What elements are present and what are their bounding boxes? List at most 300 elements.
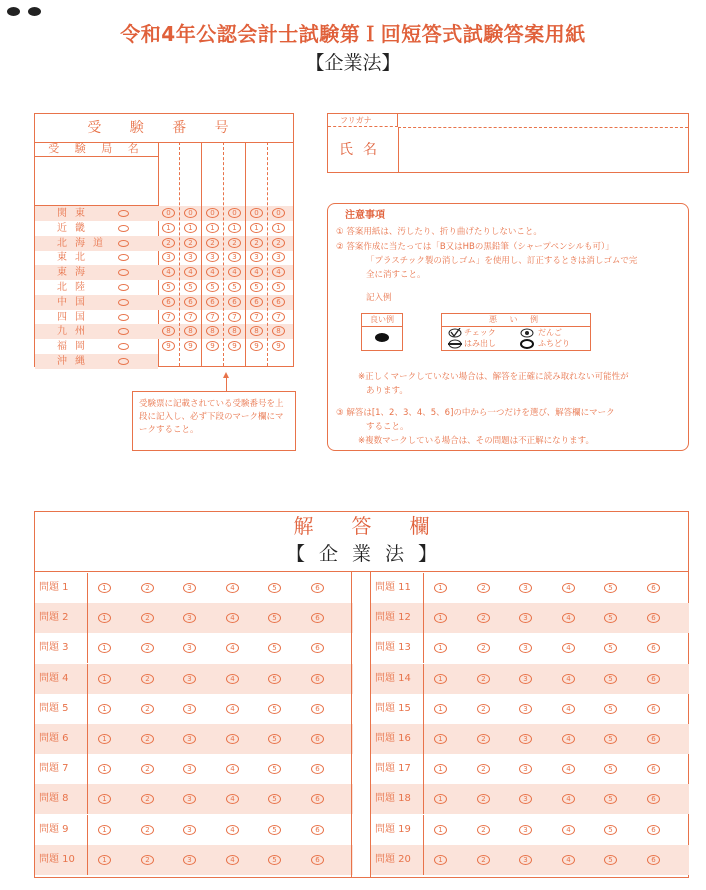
answer-choice-bubble[interactable]: 3 <box>519 704 532 714</box>
answer-choice-bubble[interactable]: 5 <box>268 643 281 653</box>
digit-mark-bubble[interactable]: 7 <box>162 312 175 322</box>
digit-mark-bubble[interactable]: 3 <box>228 252 241 262</box>
bureau-mark-icon[interactable] <box>118 358 129 365</box>
digit-mark-bubble[interactable]: 8 <box>272 326 285 336</box>
digit-mark-bubble[interactable]: 9 <box>184 341 197 351</box>
column-divider <box>351 572 352 877</box>
notes-panel <box>327 203 689 451</box>
answer-choice-bubble[interactable]: 6 <box>647 825 660 835</box>
answer-choice-bubble[interactable]: 5 <box>268 674 281 684</box>
question-row <box>371 573 689 603</box>
answer-choice-bubble[interactable]: 3 <box>183 734 196 744</box>
answer-choice-bubble[interactable]: 3 <box>519 583 532 593</box>
answer-choice-bubble[interactable]: 5 <box>604 643 617 653</box>
answer-choice-bubble[interactable]: 6 <box>311 674 324 684</box>
answer-divider <box>35 571 688 572</box>
bureau-header: 受 験 局 名 <box>35 142 158 157</box>
answer-choice-bubble[interactable]: 5 <box>268 825 281 835</box>
answer-choice-bubble[interactable]: 5 <box>268 704 281 714</box>
answer-choice-bubble[interactable]: 5 <box>604 613 617 623</box>
callout-pointer <box>226 376 227 391</box>
digit-mark-bubble[interactable]: 6 <box>272 297 285 307</box>
digit-mark-bubble[interactable]: 6 <box>250 297 263 307</box>
answer-choice-bubble[interactable]: 1 <box>434 613 447 623</box>
name-label: 氏名 <box>328 128 399 172</box>
question-row <box>371 603 689 633</box>
digit-mark-bubble[interactable]: 3 <box>184 252 197 262</box>
digit-mark-bubble[interactable]: 0 <box>272 208 285 218</box>
answer-choice-bubble[interactable]: 1 <box>98 764 111 774</box>
digit-mark-bubble[interactable]: 9 <box>162 341 175 351</box>
digit-column-divider <box>267 142 268 366</box>
answer-choice-bubble[interactable]: 2 <box>477 583 490 593</box>
column-divider <box>370 572 371 877</box>
question-row <box>35 603 353 633</box>
answer-choice-bubble[interactable]: 1 <box>98 674 111 684</box>
answer-choice-bubble[interactable]: 6 <box>647 764 660 774</box>
notes-title: 注意事項 <box>345 210 385 221</box>
digit-column-divider <box>223 142 224 366</box>
question-divider <box>423 603 424 633</box>
answer-choice-bubble[interactable]: 3 <box>183 643 196 653</box>
question-row <box>35 633 353 663</box>
digit-mark-bubble[interactable]: 0 <box>228 208 241 218</box>
answer-choice-bubble[interactable]: 1 <box>98 704 111 714</box>
answer-choice-bubble[interactable]: 6 <box>647 794 660 804</box>
digit-mark-bubble[interactable]: 9 <box>250 341 263 351</box>
answer-choice-bubble[interactable]: 6 <box>647 613 660 623</box>
answer-choice-bubble[interactable]: 4 <box>226 794 239 804</box>
name-box <box>327 113 689 173</box>
bad-example-label: 悪 い 例 <box>442 314 590 327</box>
answer-choice-bubble[interactable]: 3 <box>183 764 196 774</box>
answer-choice-bubble[interactable]: 6 <box>647 704 660 714</box>
answer-choice-bubble[interactable]: 2 <box>141 855 154 865</box>
answer-choice-bubble[interactable]: 3 <box>183 825 196 835</box>
note-item-2c: 全に消すこと。 <box>366 270 426 280</box>
bureau-option[interactable] <box>35 324 158 339</box>
answer-choice-bubble[interactable]: 6 <box>311 613 324 623</box>
answer-choice-bubble[interactable]: 5 <box>604 674 617 684</box>
answer-choice-bubble[interactable]: 1 <box>98 734 111 744</box>
question-divider <box>423 694 424 724</box>
answer-choice-bubble[interactable]: 2 <box>141 825 154 835</box>
answer-choice-bubble[interactable]: 5 <box>268 794 281 804</box>
digit-mark-bubble[interactable]: 4 <box>228 267 241 277</box>
answer-choice-bubble[interactable]: 1 <box>98 643 111 653</box>
digit-mark-bubble[interactable]: 6 <box>184 297 197 307</box>
answer-choice-bubble[interactable]: 3 <box>519 674 532 684</box>
answer-choice-bubble[interactable]: 3 <box>183 613 196 623</box>
digit-mark-bubble[interactable]: 3 <box>162 252 175 262</box>
answer-choice-bubble[interactable]: 5 <box>604 825 617 835</box>
answer-choice-bubble[interactable]: 6 <box>311 855 324 865</box>
question-divider <box>423 724 424 754</box>
answer-choice-bubble[interactable]: 4 <box>226 825 239 835</box>
answer-choice-bubble[interactable]: 4 <box>562 825 575 835</box>
answer-choice-bubble[interactable]: 5 <box>268 855 281 865</box>
answer-choice-bubble[interactable]: 6 <box>647 643 660 653</box>
question-label: 問題 13 <box>375 642 411 654</box>
digit-mark-bubble[interactable]: 6 <box>228 297 241 307</box>
outline-mark-icon <box>520 339 534 349</box>
bureau-write-field[interactable] <box>35 157 158 206</box>
bureau-name: 北海道 <box>57 237 111 249</box>
bureau-name: 東海 <box>57 267 93 279</box>
answer-choice-bubble[interactable]: 3 <box>519 613 532 623</box>
bureau-option[interactable] <box>35 295 158 310</box>
bureau-mark-icon[interactable] <box>118 328 129 335</box>
question-divider <box>87 724 88 754</box>
question-row <box>371 694 689 724</box>
digit-mark-bubble[interactable]: 7 <box>250 312 263 322</box>
answer-choice-bubble[interactable]: 5 <box>604 583 617 593</box>
digit-mark-bubble[interactable]: 2 <box>184 238 197 248</box>
answer-choice-bubble[interactable]: 4 <box>226 764 239 774</box>
answer-choice-bubble[interactable]: 3 <box>519 855 532 865</box>
digit-mark-bubble[interactable]: 3 <box>250 252 263 262</box>
exam-number-instruction: 受験票に記載されている受験番号を上段に記入し、必ず下段のマーク欄にマークすること。 <box>132 391 296 451</box>
digit-mark-bubble[interactable]: 2 <box>250 238 263 248</box>
bureau-mark-icon[interactable] <box>118 343 129 350</box>
question-label: 問題 12 <box>375 612 411 624</box>
digit-mark-bubble[interactable]: 8 <box>162 326 175 336</box>
answer-choice-bubble[interactable]: 4 <box>226 704 239 714</box>
question-row <box>371 754 689 784</box>
bureau-option[interactable] <box>35 354 158 369</box>
question-row <box>371 815 689 845</box>
answer-choice-bubble[interactable]: 4 <box>562 764 575 774</box>
digit-column-divider <box>201 142 202 366</box>
bad-example-box <box>441 313 591 351</box>
question-label: 問題 11 <box>375 582 411 593</box>
answer-choice-bubble[interactable]: 1 <box>434 855 447 865</box>
bureau-mark-icon[interactable] <box>118 254 129 261</box>
digit-mark-bubble[interactable]: 7 <box>184 312 197 322</box>
answer-choice-bubble[interactable]: 2 <box>477 734 490 744</box>
question-label: 問題 2 <box>39 612 69 624</box>
bureau-name: 四国 <box>57 311 93 323</box>
question-divider <box>423 754 424 784</box>
digit-mark-bubble[interactable]: 1 <box>228 223 241 233</box>
answer-choice-bubble[interactable]: 2 <box>141 613 154 623</box>
answer-choice-bubble[interactable]: 4 <box>226 734 239 744</box>
sheet-subject: 【企業法】 <box>305 52 401 74</box>
digit-mark-bubble[interactable]: 1 <box>272 223 285 233</box>
answer-choice-bubble[interactable]: 6 <box>311 794 324 804</box>
answer-choice-bubble[interactable]: 4 <box>562 583 575 593</box>
answer-choice-bubble[interactable]: 5 <box>604 764 617 774</box>
digit-mark-bubble[interactable]: 1 <box>184 223 197 233</box>
question-label: 問題 6 <box>39 733 69 744</box>
bureau-name: 福岡 <box>57 341 93 353</box>
digit-mark-bubble[interactable]: 1 <box>250 223 263 233</box>
digit-mark-bubble[interactable]: 4 <box>206 267 219 277</box>
answer-choice-bubble[interactable]: 6 <box>647 855 660 865</box>
bureau-option[interactable] <box>35 280 158 295</box>
digit-mark-bubble[interactable]: 0 <box>206 208 219 218</box>
answer-choice-bubble[interactable]: 4 <box>562 734 575 744</box>
digit-mark-bubble[interactable]: 4 <box>184 267 197 277</box>
bureau-option[interactable] <box>35 265 158 280</box>
answer-choice-bubble[interactable]: 2 <box>477 643 490 653</box>
answer-choice-bubble[interactable]: 3 <box>519 794 532 804</box>
answer-choice-bubble[interactable]: 5 <box>268 764 281 774</box>
good-example-box <box>361 313 403 351</box>
bureau-name: 九州 <box>57 326 93 338</box>
answer-choice-bubble[interactable]: 1 <box>98 825 111 835</box>
answer-choice-bubble[interactable]: 2 <box>141 704 154 714</box>
digit-mark-bubble[interactable]: 5 <box>272 282 285 292</box>
sheet-title: 令和4年公認会計士試験第Ｉ回短答式試験答案用紙 <box>120 22 586 46</box>
answer-choice-bubble[interactable]: 2 <box>477 613 490 623</box>
digit-mark-bubble[interactable]: 0 <box>162 208 175 218</box>
question-divider <box>423 815 424 845</box>
digit-mark-bubble[interactable]: 3 <box>272 252 285 262</box>
answer-choice-bubble[interactable]: 4 <box>562 613 575 623</box>
bureau-option[interactable] <box>35 206 158 221</box>
answer-choice-bubble[interactable]: 2 <box>477 855 490 865</box>
question-label: 問題 15 <box>375 702 411 714</box>
answer-choice-bubble[interactable]: 6 <box>311 764 324 774</box>
digit-mark-bubble[interactable]: 8 <box>184 326 197 336</box>
answer-choice-bubble[interactable]: 2 <box>141 583 154 593</box>
answer-choice-bubble[interactable]: 6 <box>647 734 660 744</box>
digit-column-divider <box>179 142 180 366</box>
question-divider <box>87 845 88 875</box>
answer-choice-bubble[interactable]: 5 <box>604 734 617 744</box>
overflow-mark-icon <box>448 339 462 349</box>
answer-choice-bubble[interactable]: 4 <box>226 855 239 865</box>
digit-mark-bubble[interactable]: 7 <box>272 312 285 322</box>
example-label: 記入例 <box>366 293 392 303</box>
answer-choice-bubble[interactable]: 1 <box>434 704 447 714</box>
answer-sheet <box>34 511 689 878</box>
answer-choice-bubble[interactable]: 5 <box>268 583 281 593</box>
answer-choice-bubble[interactable]: 6 <box>311 704 324 714</box>
bureau-option[interactable] <box>35 236 158 251</box>
bad-check-label: チェック <box>464 328 496 337</box>
question-label: 問題 14 <box>375 672 411 684</box>
answer-choice-bubble[interactable]: 1 <box>434 794 447 804</box>
answer-choice-bubble[interactable]: 2 <box>141 734 154 744</box>
digit-mark-bubble[interactable]: 7 <box>206 312 219 322</box>
answer-choice-bubble[interactable]: 1 <box>434 764 447 774</box>
name-field[interactable] <box>400 130 686 170</box>
question-divider <box>423 784 424 814</box>
question-label: 問題 9 <box>39 823 69 835</box>
question-row <box>35 815 353 845</box>
question-row <box>371 845 689 875</box>
question-label: 問題 7 <box>39 763 69 775</box>
good-example-label: 良い例 <box>362 314 402 327</box>
bureau-option[interactable] <box>35 250 158 265</box>
question-divider <box>87 573 88 603</box>
digit-mark-bubble[interactable]: 3 <box>206 252 219 262</box>
answer-choice-bubble[interactable]: 2 <box>141 764 154 774</box>
question-divider <box>423 845 424 875</box>
answer-choice-bubble[interactable]: 2 <box>141 794 154 804</box>
answer-choice-bubble[interactable]: 3 <box>183 794 196 804</box>
dot-mark-icon <box>520 328 534 338</box>
answer-choice-bubble[interactable]: 1 <box>98 794 111 804</box>
bad-hamidashi-label: はみ出し <box>464 339 496 348</box>
answer-choice-bubble[interactable]: 3 <box>183 704 196 714</box>
question-label: 問題 5 <box>39 702 69 714</box>
bureau-mark-icon[interactable] <box>118 299 129 306</box>
answer-choice-bubble[interactable]: 6 <box>647 583 660 593</box>
question-label: 問題 20 <box>375 853 411 865</box>
digit-mark-bubble[interactable]: 2 <box>272 238 285 248</box>
question-divider <box>87 754 88 784</box>
bureau-option[interactable] <box>35 339 158 354</box>
question-row <box>35 694 353 724</box>
answer-choice-bubble[interactable]: 4 <box>562 643 575 653</box>
answer-choice-bubble[interactable]: 4 <box>226 613 239 623</box>
warning-1: ※正しくマークしていない場合は、解答を正確に読み取れない可能性が <box>358 372 629 382</box>
bureau-mark-icon[interactable] <box>118 284 129 291</box>
digit-mark-bubble[interactable]: 4 <box>250 267 263 277</box>
question-row <box>371 633 689 663</box>
bureau-mark-icon[interactable] <box>118 314 129 321</box>
digit-mark-bubble[interactable]: 2 <box>162 238 175 248</box>
digit-mark-bubble[interactable]: 1 <box>162 223 175 233</box>
answer-choice-bubble[interactable]: 1 <box>434 643 447 653</box>
warning-1b: あります。 <box>366 386 408 396</box>
digit-mark-bubble[interactable]: 9 <box>206 341 219 351</box>
answer-choice-bubble[interactable]: 6 <box>311 643 324 653</box>
answer-choice-bubble[interactable]: 3 <box>519 643 532 653</box>
digit-mark-bubble[interactable]: 5 <box>206 282 219 292</box>
digit-mark-bubble[interactable]: 5 <box>228 282 241 292</box>
answer-choice-bubble[interactable]: 2 <box>477 794 490 804</box>
bureau-mark-icon[interactable] <box>118 240 129 247</box>
answer-choice-bubble[interactable]: 1 <box>434 583 447 593</box>
answer-choice-bubble[interactable]: 1 <box>434 734 447 744</box>
answer-choice-bubble[interactable]: 4 <box>226 674 239 684</box>
answer-subject: 【企業法】 <box>285 543 451 565</box>
question-row <box>35 724 353 754</box>
answer-choice-bubble[interactable]: 3 <box>519 764 532 774</box>
digit-mark-bubble[interactable]: 2 <box>206 238 219 248</box>
question-row <box>371 724 689 754</box>
bureau-mark-icon[interactable] <box>118 269 129 276</box>
check-mark-icon <box>448 328 462 338</box>
question-label: 問題 1 <box>39 582 69 593</box>
answer-choice-bubble[interactable]: 3 <box>183 674 196 684</box>
question-divider <box>87 784 88 814</box>
answer-choice-bubble[interactable]: 3 <box>183 583 196 593</box>
bureau-option[interactable] <box>35 221 158 236</box>
answer-choice-bubble[interactable]: 4 <box>226 583 239 593</box>
question-row <box>35 754 353 784</box>
digit-mark-bubble[interactable]: 4 <box>162 267 175 277</box>
answer-heading: 解答欄 <box>293 514 468 538</box>
answer-choice-bubble[interactable]: 1 <box>434 825 447 835</box>
answer-choice-bubble[interactable]: 2 <box>141 643 154 653</box>
question-label: 問題 10 <box>39 853 75 865</box>
question-label: 問題 17 <box>375 763 411 775</box>
answer-choice-bubble[interactable]: 3 <box>519 825 532 835</box>
answer-choice-bubble[interactable]: 1 <box>98 613 111 623</box>
answer-choice-bubble[interactable]: 3 <box>183 855 196 865</box>
question-divider <box>87 815 88 845</box>
registration-mark-left <box>7 7 20 16</box>
answer-choice-bubble[interactable]: 5 <box>604 855 617 865</box>
digit-mark-bubble[interactable]: 5 <box>250 282 263 292</box>
bureau-name: 東北 <box>57 252 93 264</box>
question-row <box>35 573 353 603</box>
digit-mark-bubble[interactable]: 0 <box>184 208 197 218</box>
question-divider <box>423 633 424 663</box>
answer-choice-bubble[interactable]: 5 <box>268 613 281 623</box>
digit-mark-bubble[interactable]: 7 <box>228 312 241 322</box>
digit-mark-bubble[interactable]: 5 <box>184 282 197 292</box>
answer-choice-bubble[interactable]: 4 <box>562 855 575 865</box>
bureau-name: 関東 <box>57 208 93 219</box>
bureau-mark-icon[interactable] <box>118 225 129 232</box>
digit-mark-bubble[interactable]: 0 <box>250 208 263 218</box>
answer-choice-bubble[interactable]: 2 <box>141 674 154 684</box>
digit-mark-bubble[interactable]: 8 <box>228 326 241 336</box>
answer-choice-bubble[interactable]: 4 <box>562 794 575 804</box>
note-item-2b: 「プラスチック製の消しゴム」を使用し、訂正するときは消しゴムで完 <box>366 256 638 266</box>
digit-mark-bubble[interactable]: 5 <box>162 282 175 292</box>
digit-mark-bubble[interactable]: 6 <box>206 297 219 307</box>
digit-mark-bubble[interactable]: 8 <box>250 326 263 336</box>
question-row <box>371 784 689 814</box>
answer-choice-bubble[interactable]: 6 <box>647 674 660 684</box>
question-row <box>371 664 689 694</box>
question-row <box>35 784 353 814</box>
bad-fuchidori-label: ふちどり <box>538 339 570 348</box>
answer-choice-bubble[interactable]: 3 <box>519 734 532 744</box>
digit-mark-bubble[interactable]: 8 <box>206 326 219 336</box>
answer-choice-bubble[interactable]: 6 <box>311 583 324 593</box>
answer-choice-bubble[interactable]: 6 <box>311 825 324 835</box>
answer-choice-bubble[interactable]: 2 <box>477 825 490 835</box>
answer-choice-bubble[interactable]: 5 <box>604 704 617 714</box>
answer-choice-bubble[interactable]: 1 <box>98 855 111 865</box>
answer-choice-bubble[interactable]: 4 <box>562 674 575 684</box>
bureau-option[interactable] <box>35 310 158 325</box>
digit-mark-bubble[interactable]: 9 <box>272 341 285 351</box>
digit-mark-bubble[interactable]: 6 <box>162 297 175 307</box>
digit-mark-bubble[interactable]: 2 <box>228 238 241 248</box>
question-divider <box>87 664 88 694</box>
answer-choice-bubble[interactable]: 1 <box>98 583 111 593</box>
answer-choice-bubble[interactable]: 5 <box>604 794 617 804</box>
question-label: 問題 18 <box>375 793 411 805</box>
answer-choice-bubble[interactable]: 2 <box>477 704 490 714</box>
answer-choice-bubble[interactable]: 6 <box>311 734 324 744</box>
bureau-mark-icon[interactable] <box>118 210 129 217</box>
question-label: 問題 8 <box>39 793 69 805</box>
answer-choice-bubble[interactable]: 2 <box>477 674 490 684</box>
answer-choice-bubble[interactable]: 4 <box>562 704 575 714</box>
answer-choice-bubble[interactable]: 1 <box>434 674 447 684</box>
digit-mark-bubble[interactable]: 1 <box>206 223 219 233</box>
question-divider <box>423 573 424 603</box>
question-divider <box>87 694 88 724</box>
answer-choice-bubble[interactable]: 5 <box>268 734 281 744</box>
answer-choice-bubble[interactable]: 4 <box>226 643 239 653</box>
furigana-field[interactable] <box>398 127 688 128</box>
note-item-1: ① 答案用紙は、汚したり、折り曲げたりしないこと。 <box>336 227 542 237</box>
digit-mark-bubble[interactable]: 9 <box>228 341 241 351</box>
digit-mark-bubble[interactable]: 4 <box>272 267 285 277</box>
answer-choice-bubble[interactable]: 2 <box>477 764 490 774</box>
